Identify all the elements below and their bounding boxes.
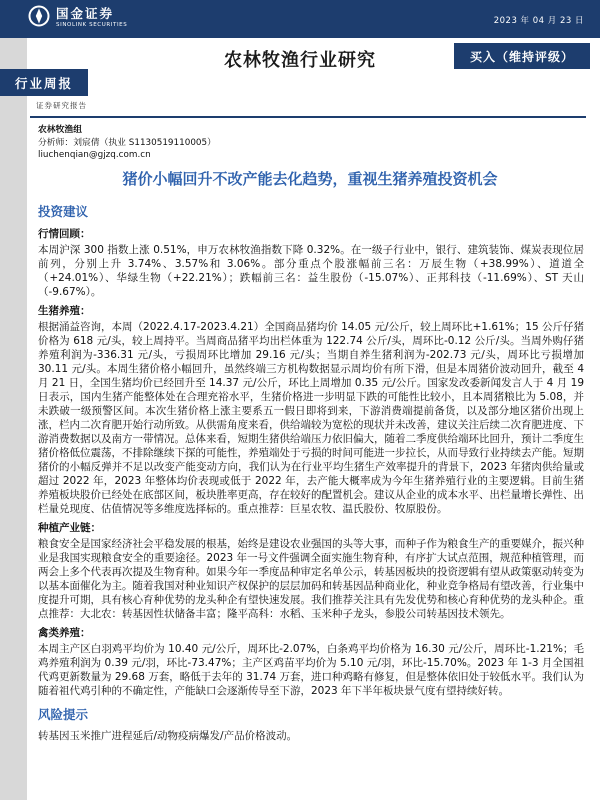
paragraph-planting-chain: 粮食安全是国家经济社会平稳发展的根基，始终是建设农业强国的头等大事，而种子作为粮食生产的重要媒介，振兴种业是我国实现粮食安全的重要途径。2023 年一号文件强调全面实施生物育种，有序扩大试点范围，规范种植管理，而两会上多个代表再次提及生物育种。如果今年一季度品种审定名单公示，转基因板块的投资逻辑有望从政策驱动转变为以基本面催化为主。随着我国对种业知识产权保护的层层加码和转基因品种商业化，种业竞争格局有望改善，行业集中度提升可期，具有核心育种优势的龙头种企有望快速发展。我们推荐关注具有先发优势和核心育种优势的龙头种企。重点推荐：大北农：转基因性状储备丰富；隆平高科：水稻、玉米种子龙头，参股公司转基因技术领先。 xyxy=(38,538,584,620)
subsection-heading: 行情回顾： xyxy=(38,228,91,240)
article-title: 猪价小幅回升不改产能去化趋势，重视生猪养殖投资机会 xyxy=(122,170,498,188)
subsection-heading: 禽类养殖： xyxy=(38,627,91,639)
sinolink-logo-icon xyxy=(28,5,50,31)
subsection-hog-farming xyxy=(38,303,584,516)
subsection-poultry-farming xyxy=(38,625,584,698)
subsection-heading: 生猪养殖： xyxy=(38,305,91,317)
brand-name-en: SINOLINK SECURITIES xyxy=(56,21,128,28)
paragraph-market-review: 本周沪深 300 指数上涨 0.51%，申万农林牧渔指数下降 0.32%。在一级子行业中，银行、建筑装饰、煤炭表现位居前列，分别上升 3.74%、3.57%和 3.06%。部分重点个股涨幅前三名：万辰生物（+38.99%）、道道全（+24.01%）、华绿生物（+22.21%）；跌幅前三名：益生股份（-15.07%）、正邦科技（-11.69%）、ST 天山（-9.67%）。 xyxy=(38,244,584,298)
subsection-planting-chain xyxy=(38,520,584,621)
section-heading-investment: 投资建议 xyxy=(38,204,89,219)
analyst-block xyxy=(38,124,216,162)
rating-badge: 买入（维持评级） xyxy=(454,43,590,69)
subsection-market-review xyxy=(38,226,584,299)
brand-logo xyxy=(28,5,127,31)
paragraph-poultry-farming: 本周主产区白羽鸡平均价为 10.40 元/公斤，周环比-2.07%，白条鸡平均价格为 16.30 元/公斤，周环比-1.21%；毛鸡养殖利润为 0.39 元/羽，环比-73.47%；主产区鸡苗平均价为 5.10 元/羽，环比-15.70%。2023 年 1-3 月全国祖代鸡更新数量为 29.68 万套，略低于去年的 31.74 万套，进口种鸡略有修复，但是整体依旧处于较低水平。我们认为随着祖代鸡引种的不确定性，产能缺口会逐渐传导至下游，2023 年下半年板块景气度有望持续好转。 xyxy=(38,643,584,697)
subsection-heading: 种植产业链： xyxy=(38,522,101,534)
report-category-label: 证券研究报告 xyxy=(36,101,87,110)
report-body xyxy=(38,202,584,746)
report-type-badge: 行业周报 xyxy=(0,69,88,96)
paragraph-hog-farming: 根据涌益咨询，本周（2022.4.17-2023.4.21）全国商品猪均价 14.05 元/公斤，较上周环比+1.61%；15 公斤仔猪价格为 618 元/头，较上周持平。当周商品猪平均出栏体重为 122.74 公斤/头，周环比-0.12 公斤/头。当周外购仔猪养殖利润为-336.31 元/头，亏损周环比增加 29.16 元/头；当期自养生猪利润为-202.73 元/头，周环比亏损增加 30.11 元/头。本周生猪价格小幅回升，虽然终端三方机构数据显示周均价有所下滑，但是本周猪价波动回升，截至 4 月 21 日，全国生猪均价已经回升至 14.37 元/公斤，环比上周增加 0.35 元/公斤。国家发改委新闻发言人于 4 月 19 日表示，国内生猪产能整体处在合理充裕水平，生猪价格进一步明显下跌的可能性比较小，且本周猪粮比为 5.08，并未跌破一级预警区间。本次生猪价格上涨主要系五一假日即将到来，下游消费端提前备货，以及部分地区猪价出现上涨，栏内二次育肥开始行动所致。从供需角度来看，供给端较为宽松的现状并未改善，建议关注后续二次育肥进度、下游消费数据以及南方一带情况。总体来看，短期生猪供给端压力依旧偏大，随着二季度供给端环比回升，预计二季度生猪价格低位震荡，不排除继续下探的可能性，养殖端处于亏损的时间可能进一步拉长，从而导致行业持续去产能。短期猪价的小幅反弹并不足以改变产能变动方向，我们认为在行业平均生猪生产效率提升的背景下，2023 年猪肉供给量或超过 2022 年，2023 年整体均价表现或低于 2022 年，去产能大概率成为今年生猪养殖行业的主要逻辑。目前生猪养殖板块股价已经处在底部区间，板块胜率更高，存在较好的配置机会。建议从企业的成本水平、出栏量增长弹性、出栏量兑现度、估值情况等多维度选择标的。重点推荐：巨星农牧、温氏股份、牧原股份。 xyxy=(38,321,584,515)
left-margin-strip xyxy=(0,38,27,800)
report-series-title: 农林牧渔行业研究 xyxy=(224,50,376,71)
paragraph-risk: 转基因玉米推广进程延后/动物疫病爆发/产品价格波动。 xyxy=(38,730,298,742)
analyst-email: liuchenqian@gjzq.com.cn xyxy=(38,150,151,160)
header-divider xyxy=(30,116,586,118)
top-header xyxy=(0,0,600,38)
brand-name: 国金证券 xyxy=(56,6,115,21)
analyst-info: 分析师：刘宸倩（执业 S1130519110005） xyxy=(38,137,216,148)
report-date: 2023 年 04 月 23 日 xyxy=(493,16,584,26)
research-group: 农林牧渔组 xyxy=(38,125,82,135)
section-heading-risk: 风险提示 xyxy=(38,707,89,722)
